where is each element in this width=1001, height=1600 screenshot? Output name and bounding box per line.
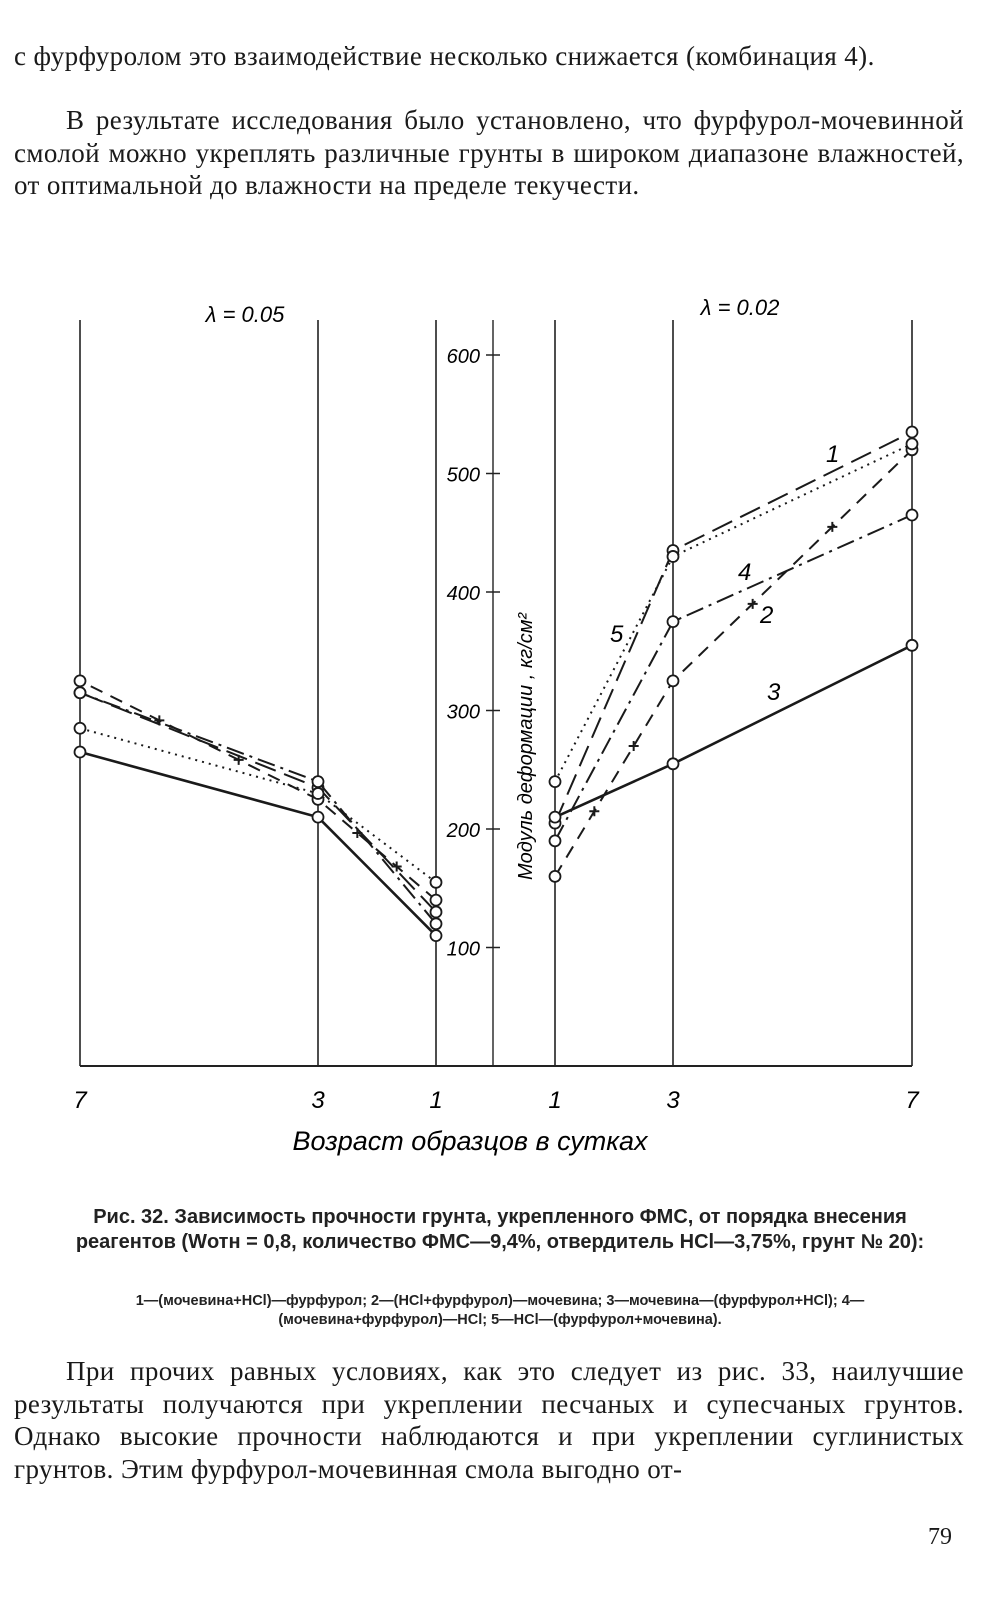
y-tick-label: 200 [446,820,480,842]
series-2-line [80,681,436,900]
series-1-line [555,432,912,823]
series-1-point [431,906,442,917]
series-5-point [313,788,324,799]
series-label-4: 4 [738,559,752,586]
paragraph-following: При прочих равных условиях, как это следует из рис. 33, наилучшие результаты получаются при укреплении песчаных и супесчаных грунтов. Однако высокие прочности наблюдаются и при укреплении суглинистых грунтов. Этим фурфурол-мочевинная смола выгодно от- [14,1356,964,1484]
series-4-point [907,509,918,520]
series-2-point [431,895,442,906]
y-tick-label: 600 [446,346,480,368]
x-tick-label: 3 [666,1087,680,1114]
series-3-point [313,812,324,823]
x-tick-label: 1 [548,1087,562,1114]
panel-label-left: λ = 0.05 [205,302,285,327]
series-3-point [907,640,918,651]
series-label-1: 1 [826,441,840,468]
panel-label-right: λ = 0.02 [700,295,780,320]
series-5-point [431,877,442,888]
figure-legend: 1—(мочевина+HCl)—фурфурол; 2—(HCl+фурфурол)—мочевина; 3—мочевина—(фурфурол+HCl); 4—(мочевина+фурфурол)—HCl; 5—HCl—(фурфурол+мочевина). [135,1293,865,1328]
series-5-point [75,723,86,734]
series-layer [75,427,918,942]
series-4-line [80,693,436,924]
x-tick-label: 3 [311,1087,325,1114]
paragraph-research-result: В результате исследования было установлено, что фурфурол-мочевинной смолой можно укреплять различные грунты в широком диапазоне влажностей, от оптимальной до влажности на пределе текучести. [14,105,964,200]
x-tick-label: 1 [429,1087,443,1114]
x-axis-label: Возраст образцов в сутках [292,1126,648,1156]
series-1-point [907,427,918,438]
series-2-point [668,675,679,686]
series-5-line [555,444,912,782]
series-3-point [431,930,442,941]
x-tick-label: 7 [905,1087,919,1114]
paragraph-continuation: с фурфуролом это взаимодействие несколько снижается (комбинация 4). [14,41,875,71]
figure-caption: Рис. 32. Зависимость прочности грунта, укрепленного ФМС, от порядка внесения реагентов (Wотн = 0,8, количество ФМС—9,4%, отвердитель HCl—3,75%, грунт № 20): [75,1206,925,1253]
series-2-line [555,450,912,877]
series-2-cross-marker [589,806,599,816]
series-2-point [75,675,86,686]
chart-frame [80,320,912,1066]
series-4-point [313,776,324,787]
series-1-line [80,693,436,912]
x-tick-label: 7 [73,1087,87,1114]
deformation-modulus-chart [0,290,1001,1190]
series-label-3: 3 [767,679,781,706]
series-3-line [80,752,436,936]
y-axis-label: Модуль деформации , кг/см² [515,612,537,880]
series-label-2: 2 [760,602,774,629]
series-2-point [550,871,561,882]
series-4-point [550,835,561,846]
y-tick-label: 400 [446,583,480,605]
series-3-line [555,645,912,817]
y-tick-label: 300 [446,701,480,724]
labels-layer [73,295,920,1156]
series-3-point [668,758,679,769]
series-4-point [668,616,679,627]
series-5-point [668,551,679,562]
series-5-point [550,776,561,787]
series-3-point [75,746,86,757]
series-3-point [550,812,561,823]
series-5-point [907,438,918,449]
series-4-point [75,687,86,698]
series-label-5: 5 [610,621,624,648]
series-2-cross-marker [629,741,639,751]
y-tick-label: 500 [446,464,480,487]
y-axis [446,320,537,1066]
series-4-point [431,918,442,929]
page-number: 79 [928,1524,952,1550]
y-tick-label: 100 [446,938,480,961]
